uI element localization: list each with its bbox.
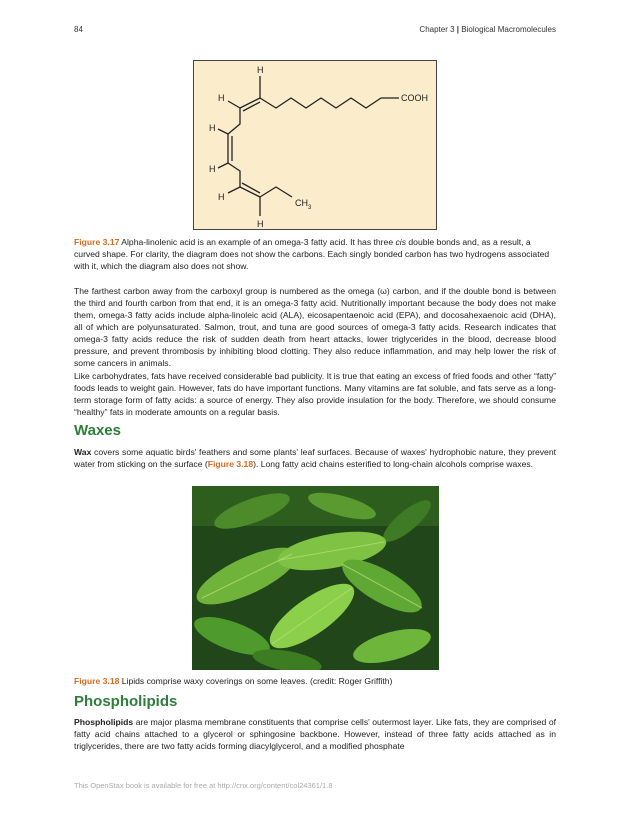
atom-h-lower-left: H [218, 192, 225, 202]
page-footer: This OpenStax book is available for free at http://cnx.org/content/col24361/1.8 [74, 781, 333, 790]
page-number: 84 [74, 25, 83, 34]
atom-labels [209, 65, 428, 229]
atom-cooh: COOH [401, 93, 428, 103]
phospholipids-term: Phospholipids [74, 717, 134, 727]
double-bond-3-second [242, 183, 260, 193]
figure-3-18-caption [74, 675, 556, 687]
leaves-illustration [192, 486, 439, 670]
h-bond-lower-mid-left [218, 163, 228, 168]
caption-text-a: Alpha-linolenic acid is an example of an omega-3 fatty acid. It has three [119, 237, 396, 247]
atom-ch3-subscript: 3 [308, 205, 312, 211]
figure-3-17-label: Figure 3.17 [74, 237, 120, 247]
figure-3-18-text: Lipids comprise waxy coverings on some leaves. (credit: Roger Griffith) [119, 676, 393, 686]
atom-ch3-main: CH [295, 198, 308, 208]
chapter-title [419, 25, 556, 34]
chain-upper-left [228, 108, 240, 134]
waxy-leaves-photo [192, 486, 439, 670]
figure-3-18-label: Figure 3.18 [74, 676, 120, 686]
figure-3-18-link[interactable]: Figure 3.18 [207, 459, 254, 469]
main-chain [260, 98, 399, 108]
waxes-paragraph [74, 446, 556, 470]
h-bond-mid-left [218, 129, 228, 134]
atom-h-top: H [257, 65, 264, 75]
atom-h-lower-mid-left: H [209, 164, 216, 174]
atom-ch3 [295, 198, 312, 211]
figure-3-17-caption [74, 236, 556, 272]
omega-paragraph: The farthest carbon away from the carboxyl group is numbered as the omega (ω) carbon, and if the double bond is between the third and fourth carbon from that end, it is an omega-3 fatty acid. Nutritionally important because the body does not make them, omega-3 fatty acids include alpha-linoleic acid (ALA), eicosapentaenoic acid (EPA), and docosahexaenoic acid (DHA), all of which are polyunsaturated. Salmon, trout, and tuna are good sources of omega-3 fatty acids. Research indicates that omega-3 fatty acids reduce the risk of sudden death from heart attacks, lower triglycerides in the blood, decrease blood pressure, and prevent thrombosis by inhibiting blood clotting. They also reduce inflammation, and may help lower the risk of some cancers in animals. [74, 286, 556, 368]
atom-h-mid-left: H [209, 123, 216, 133]
h-bond-lower-left [228, 187, 240, 193]
double-bond-1-second [243, 102, 260, 111]
wax-term: Wax [74, 447, 92, 457]
waxes-text-a: covers some aquatic birds' feathers and some plants' leaf surfaces. Because of waxes' hydrophobic nature, they prevent water from sticking on the surface ( [74, 447, 556, 469]
atom-h-upper-left: H [218, 93, 225, 103]
carbohydrates-paragraph: Like carbohydrates, fats have received considerable bad publicity. It is true that eating an excess of fried foods and other “fatty” foods leads to weight gain. However, fats do have important functions. Many vitamins are fat soluble, and fats serve as a long-term storage form of fatty acids: a source of energy. They also provide insulation for the body. Therefore, we should consume “healthy” fats in moderate amounts on a regular basis. [74, 371, 556, 417]
chain-lower-left [228, 163, 240, 187]
caption-italic-cis: cis [395, 237, 407, 247]
alpha-linolenic-acid-diagram [193, 60, 437, 230]
chapter-number: Chapter 3 [419, 25, 455, 34]
phospholipids-heading: Phospholipids [74, 693, 178, 710]
page-header [74, 25, 556, 37]
carbon-skeleton [218, 76, 399, 216]
h-bond-upper-left [228, 101, 240, 108]
molecule-structure [194, 61, 438, 231]
atom-h-bottom: H [257, 219, 264, 229]
chapter-separator: | [456, 25, 460, 34]
waxes-text-b: ). Long fatty acid chains esterified to long-chain alcohols comprise waxes. [253, 459, 534, 469]
phospholipids-text: are major plasma membrane constituents that comprise cells' outermost layer. Like fats, they are comprised of fatty acid chains attached to a glycerol or sphingosine backbone. However, instead of three fatty acids attached as in triglycerides, there are two fatty acids forming diacylglycerol, and a modified phosphate [74, 717, 556, 751]
ethyl-tail [260, 187, 292, 197]
phospholipids-paragraph [74, 716, 556, 752]
chapter-name: Biological Macromolecules [461, 25, 556, 34]
caption-text-b: double bonds and, as a result, a curved shape. For clarity, the diagram does not show the carbons. Each singly bonded carbon has two hydrogens associated with it, which the diagram also does not show. [74, 237, 550, 271]
waxes-heading: Waxes [74, 422, 121, 439]
